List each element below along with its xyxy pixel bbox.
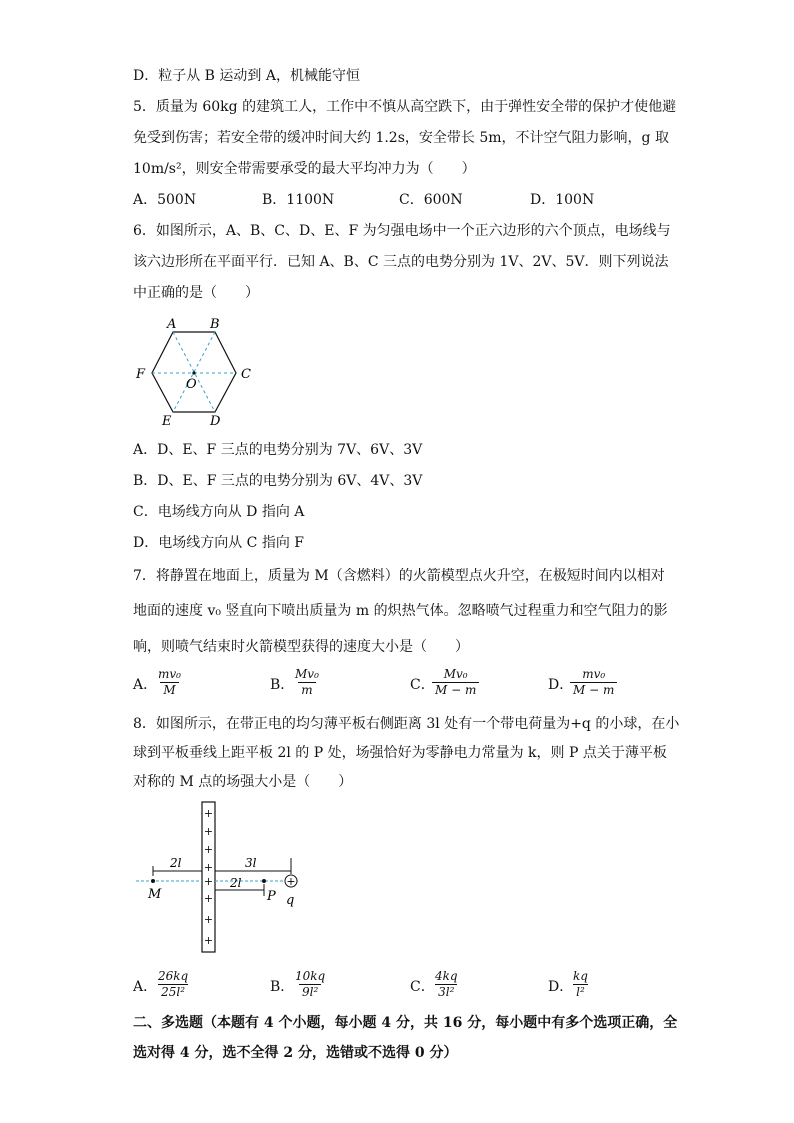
q7-option-a-letter: A．: [133, 677, 158, 693]
q4-option-d: D．粒子从 B 运动到 A，机械能守恒: [133, 68, 360, 84]
q8-c-numerator: 4kq: [435, 969, 458, 983]
q7-b-numerator: Mv₀: [295, 667, 319, 681]
q8-b-denominator: 9l²: [299, 984, 321, 1000]
center-label-o: O: [186, 377, 197, 392]
q8-stem-line1: 8．如图所示，在带正电的均匀薄平板右侧距离 3l 处有一个带电荷量为+q 的小球，在小: [133, 716, 680, 732]
q8-option-d-letter: D．: [548, 979, 574, 995]
vertex-label-a: A: [167, 317, 177, 332]
q6-option-a: A．D、E、F 三点的电势分别为 7V、6V、3V: [133, 442, 423, 458]
vertex-label-c: C: [241, 367, 251, 382]
plate-sign-5: +: [203, 875, 214, 888]
plate-sign-1: +: [203, 807, 214, 820]
q7-a-denominator: M: [160, 682, 178, 698]
point-p: [262, 879, 266, 883]
q8-option-c-letter: C．: [410, 979, 435, 995]
q5-option-a: A．500N: [133, 192, 197, 208]
q5-option-d: D．100N: [530, 192, 595, 208]
q5-option-b: B．1100N: [262, 192, 335, 208]
q6-stem-line2: 该六边形所在平面平行．已知 A、B、C 三点的电势分别为 1V、2V、5V．则下列说法: [133, 254, 669, 270]
q5-stem-line1: 5．质量为 60kg 的建筑工人，工作中不慎从高空跌下，由于弹性安全带的保护才使他避: [133, 99, 677, 115]
q6-option-b: B．D、E、F 三点的电势分别为 6V、4V、3V: [133, 473, 423, 489]
q6-option-c: C．电场线方向从 D 指向 A: [133, 504, 305, 520]
q8-option-a-fraction: [155, 969, 191, 1000]
label-m: M: [148, 887, 162, 902]
q7-d-numerator: mv₀: [582, 667, 606, 681]
q7-option-b-letter: B．: [270, 677, 295, 693]
q7-a-numerator: mv₀: [158, 667, 181, 681]
plate-sign-8: +: [203, 934, 214, 947]
q8-stem-line3: 对称的 M 点的场强大小是（ ）: [133, 774, 353, 790]
plate-sign-6: +: [203, 892, 214, 905]
vertex-label-e: E: [162, 414, 172, 429]
plate-sign-2: +: [203, 825, 214, 838]
q6-stem-line3: 中正确的是（ ）: [133, 285, 259, 301]
q7-stem-line2: 地面的速度 v₀ 竖直向下喷出质量为 m 的炽热气体。忽略喷气过程重力和空气阻力的影: [133, 603, 668, 619]
q8-option-d-fraction: [570, 969, 591, 1000]
plate-figure: [130, 798, 320, 956]
q7-option-c-fraction: [432, 667, 479, 698]
charge-sign: +: [286, 875, 296, 888]
section-heading-line2: 选对得 4 分，选不全得 2 分，选错或不选得 0 分）: [133, 1045, 458, 1061]
q8-a-denominator: 25l²: [158, 984, 188, 1000]
q5-stem-line2: 免受到伤害；若安全带的缓冲时间大约 1.2s，安全带长 5m，不计空气阻力影响，g 取: [133, 130, 669, 146]
plate-sign-3: +: [203, 843, 214, 856]
q7-stem-line1: 7．将静置在地面上，质量为 M（含燃料）的火箭模型点火升空，在极短时间内以相对: [133, 568, 665, 584]
q8-d-denominator: l²: [573, 984, 588, 1000]
label-dist-2l-left: 2l: [170, 856, 182, 870]
center-point: [192, 371, 195, 374]
q7-b-denominator: m: [298, 682, 315, 698]
label-q: q: [286, 893, 295, 908]
q7-option-c-letter: C．: [410, 677, 435, 693]
vertex-label-d: D: [210, 414, 221, 429]
label-p: P: [267, 889, 276, 904]
vertex-label-f: F: [136, 367, 146, 382]
q8-d-numerator: kq: [573, 969, 588, 983]
point-m: [151, 879, 155, 883]
q5-option-c: C．600N: [399, 192, 463, 208]
q7-d-denominator: M − m: [570, 682, 617, 698]
q7-c-numerator: Mv₀: [443, 667, 468, 681]
q8-b-numerator: 10kq: [295, 969, 326, 983]
q8-a-numerator: 26kq: [158, 969, 189, 983]
label-dist-2l-right: 2l: [230, 876, 242, 890]
q7-option-d-letter: D．: [548, 677, 574, 693]
q7-c-denominator: M − m: [432, 682, 479, 698]
q8-option-c-fraction: [432, 969, 461, 1000]
q8-c-denominator: 3l²: [435, 984, 457, 1000]
q7-option-d-fraction: [570, 667, 617, 698]
q8-stem-line2: 球到平板垂线上距平板 2l 的 P 处，场强恰好为零静电力常量为 k，则 P 点关于薄平板: [133, 745, 667, 761]
q5-stem-line3: 10m/s²，则安全带需要承受的最大平均冲力为（ ）: [133, 161, 476, 177]
q6-stem-line1: 6．如图所示，A、B、C、D、E、F 为匀强电场中一个正六边形的六个顶点，电场线与: [133, 223, 671, 239]
hexagon-figure: [128, 312, 268, 432]
q6-option-d: D．电场线方向从 C 指向 F: [133, 535, 305, 551]
q7-stem-line3: 响，则喷气结束时火箭模型获得的速度大小是（ ）: [133, 639, 469, 655]
plate-sign-7: +: [203, 913, 214, 926]
q7-option-b-fraction: [292, 667, 322, 698]
section-heading-line1: 二、多选题（本题有 4 个小题，每小题 4 分，共 16 分，每小题中有多个选项正确，全: [133, 1015, 678, 1031]
q8-option-b-letter: B．: [270, 979, 295, 995]
q7-option-a-fraction: [155, 667, 184, 698]
q8-option-a-letter: A．: [133, 979, 158, 995]
q8-option-b-fraction: [292, 969, 328, 1000]
label-dist-3l: 3l: [245, 856, 257, 870]
vertex-label-b: B: [210, 317, 220, 332]
plate-sign-4: +: [203, 861, 214, 874]
